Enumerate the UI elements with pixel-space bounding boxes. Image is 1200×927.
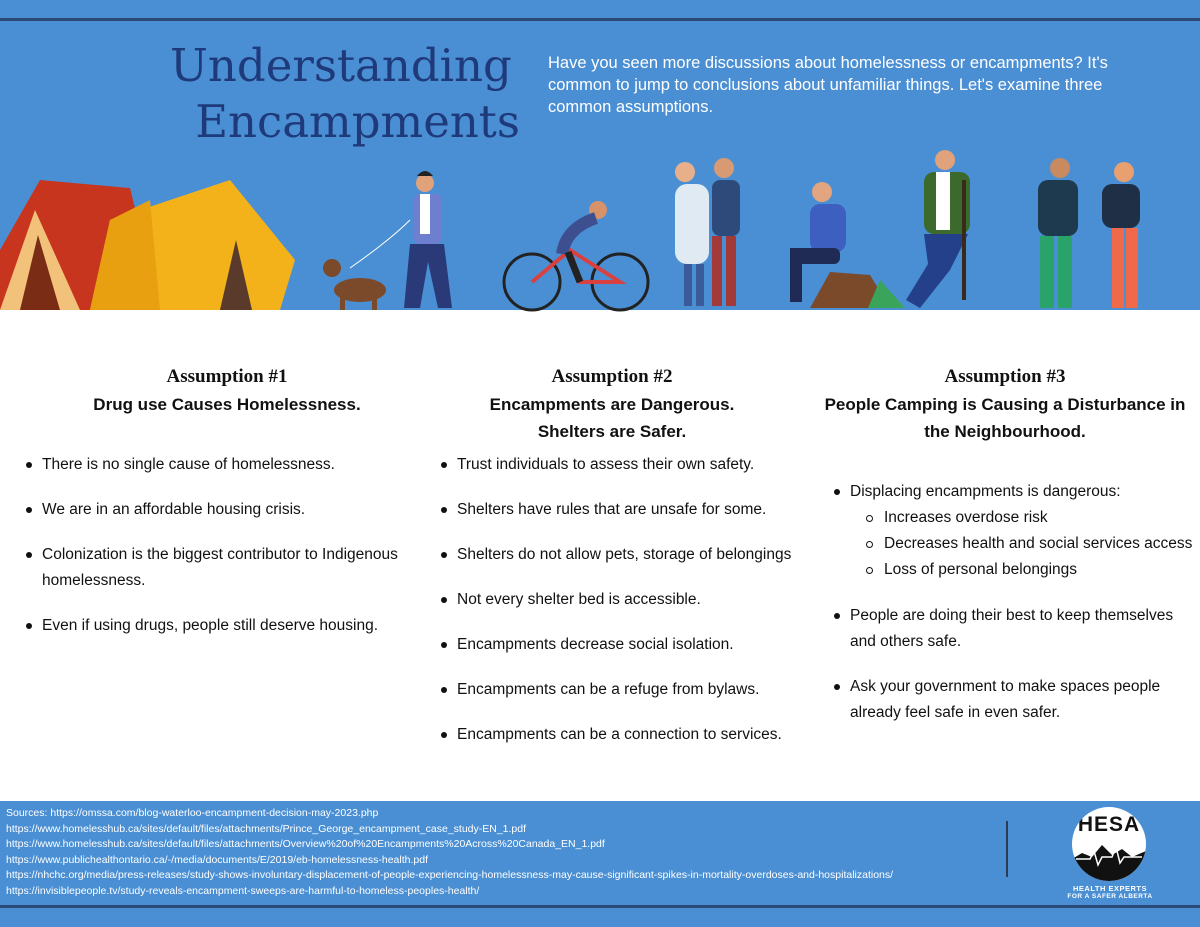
assumption-2-section	[417, 365, 807, 767]
tents-illustration	[0, 180, 295, 310]
list-item: Ask your government to make spaces people already feel safe in even safer.	[850, 674, 1180, 726]
page-title	[170, 38, 520, 150]
top-rule	[0, 18, 1200, 21]
mountain-heartbeat-icon	[1072, 807, 1146, 881]
sub-list-item: Loss of personal belongings	[884, 557, 1198, 583]
list-item: We are in an affordable housing crisis.	[42, 497, 432, 523]
title-line-1: Understanding	[170, 39, 512, 92]
person-walking-dog-illustration	[323, 171, 452, 310]
bottom-rule	[0, 905, 1200, 908]
source-line: https://invisiblepeople.tv/study-reveals-encampment-sweeps-are-harmful-to-homeless-peoples-health/	[6, 884, 480, 897]
handshake-illustration	[1038, 158, 1140, 308]
title-line-2: Encampments	[195, 95, 520, 148]
list-item: Encampments can be a connection to services.	[457, 722, 807, 748]
intro-text: Have you seen more discussions about homelessness or encampments? It's common to jump to conclusions about unfamiliar things. Let's examine three common assumptions.	[548, 54, 1108, 116]
assumption-3-subtitle	[812, 391, 1198, 445]
sub-list-item: Decreases health and social services access	[884, 531, 1198, 557]
assumption-1-subtitle	[22, 391, 432, 418]
assumption-1-section	[22, 365, 432, 658]
list-item: Encampments decrease social isolation.	[457, 632, 807, 658]
assumption-3-section	[812, 365, 1198, 745]
source-line: https://www.homelesshub.ca/sites/default/files/attachments/Prince_George_encampment_case_study-EN_1.pdf	[6, 822, 527, 835]
list-item: Encampments can be a refuge from bylaws.	[457, 677, 807, 703]
couple-illustration	[675, 158, 740, 306]
sub-list-item: Increases overdose risk	[884, 505, 1198, 531]
logo-letters: HESA	[1077, 813, 1141, 836]
source-line: https://www.homelesshub.ca/sites/default/files/attachments/Overview%20of%20Encampments%20Across%20Canada_EN_1.pdf	[6, 838, 605, 850]
source-line: https://www.publichealthontario.ca/-/media/documents/E/2019/eb-homelessness-health.pdf	[6, 853, 428, 866]
sitting-woman-illustration	[790, 182, 905, 308]
subtitle-line: Drug use Causes Homelessness.	[93, 395, 361, 414]
list-item: Not every shelter bed is accessible.	[457, 587, 807, 613]
list-item: Even if using drugs, people still deserve housing.	[42, 613, 432, 639]
assumption-1-heading: Assumption #1	[166, 366, 288, 387]
assumption-1-list	[22, 452, 432, 639]
subtitle-line: the Neighbourhood.	[924, 422, 1086, 441]
sub-list	[850, 505, 1198, 583]
assumption-2-subtitle	[417, 391, 807, 445]
logo-line-2: FOR A SAFER ALBERTA	[1067, 893, 1153, 900]
header-banner	[0, 0, 1200, 310]
sources-list	[6, 806, 986, 899]
logo-circle	[1072, 807, 1146, 881]
list-item: There is no single cause of homelessness.	[42, 452, 432, 478]
subtitle-line: Shelters are Safer.	[537, 422, 687, 441]
assumption-2-list	[417, 452, 807, 748]
list-item: Shelters have rules that are unsafe for some.	[457, 497, 807, 523]
subtitle-line: People Camping is Causing a Disturbance in	[824, 395, 1186, 414]
cyclist-illustration	[504, 201, 648, 310]
assumption-3-list	[812, 479, 1198, 726]
list-item: Shelters do not allow pets, storage of belongings	[457, 542, 807, 568]
hesa-logo	[1060, 807, 1160, 900]
hiker-illustration	[906, 150, 970, 308]
footer	[0, 801, 1200, 927]
list-item	[850, 479, 1198, 583]
logo-line-1: HEALTH EXPERTS	[1073, 884, 1147, 893]
list-item: Trust individuals to assess their own safety.	[457, 452, 807, 478]
source-line: Sources: https://omssa.com/blog-waterloo-encampment-decision-may-2023.php	[6, 807, 379, 819]
illustration-scene	[0, 140, 1200, 312]
list-item: Colonization is the biggest contributor to Indigenous homelessness.	[42, 542, 422, 594]
list-item: People are doing their best to keep themselves and others safe.	[850, 603, 1180, 655]
assumption-3-heading: Assumption #3	[944, 366, 1066, 387]
list-item-text: Displacing encampments is dangerous:	[850, 483, 1121, 500]
divider	[1006, 821, 1008, 877]
assumption-2-heading: Assumption #2	[551, 366, 673, 387]
subtitle-line: Encampments are Dangerous.	[489, 395, 735, 414]
source-line: https://nhchc.org/media/press-releases/study-shows-involuntary-displacement-of-people-experiencing-homelessness-may-cause-significant-spikes-in-mortality-overdoses-and-hospitalizations/	[6, 869, 894, 881]
